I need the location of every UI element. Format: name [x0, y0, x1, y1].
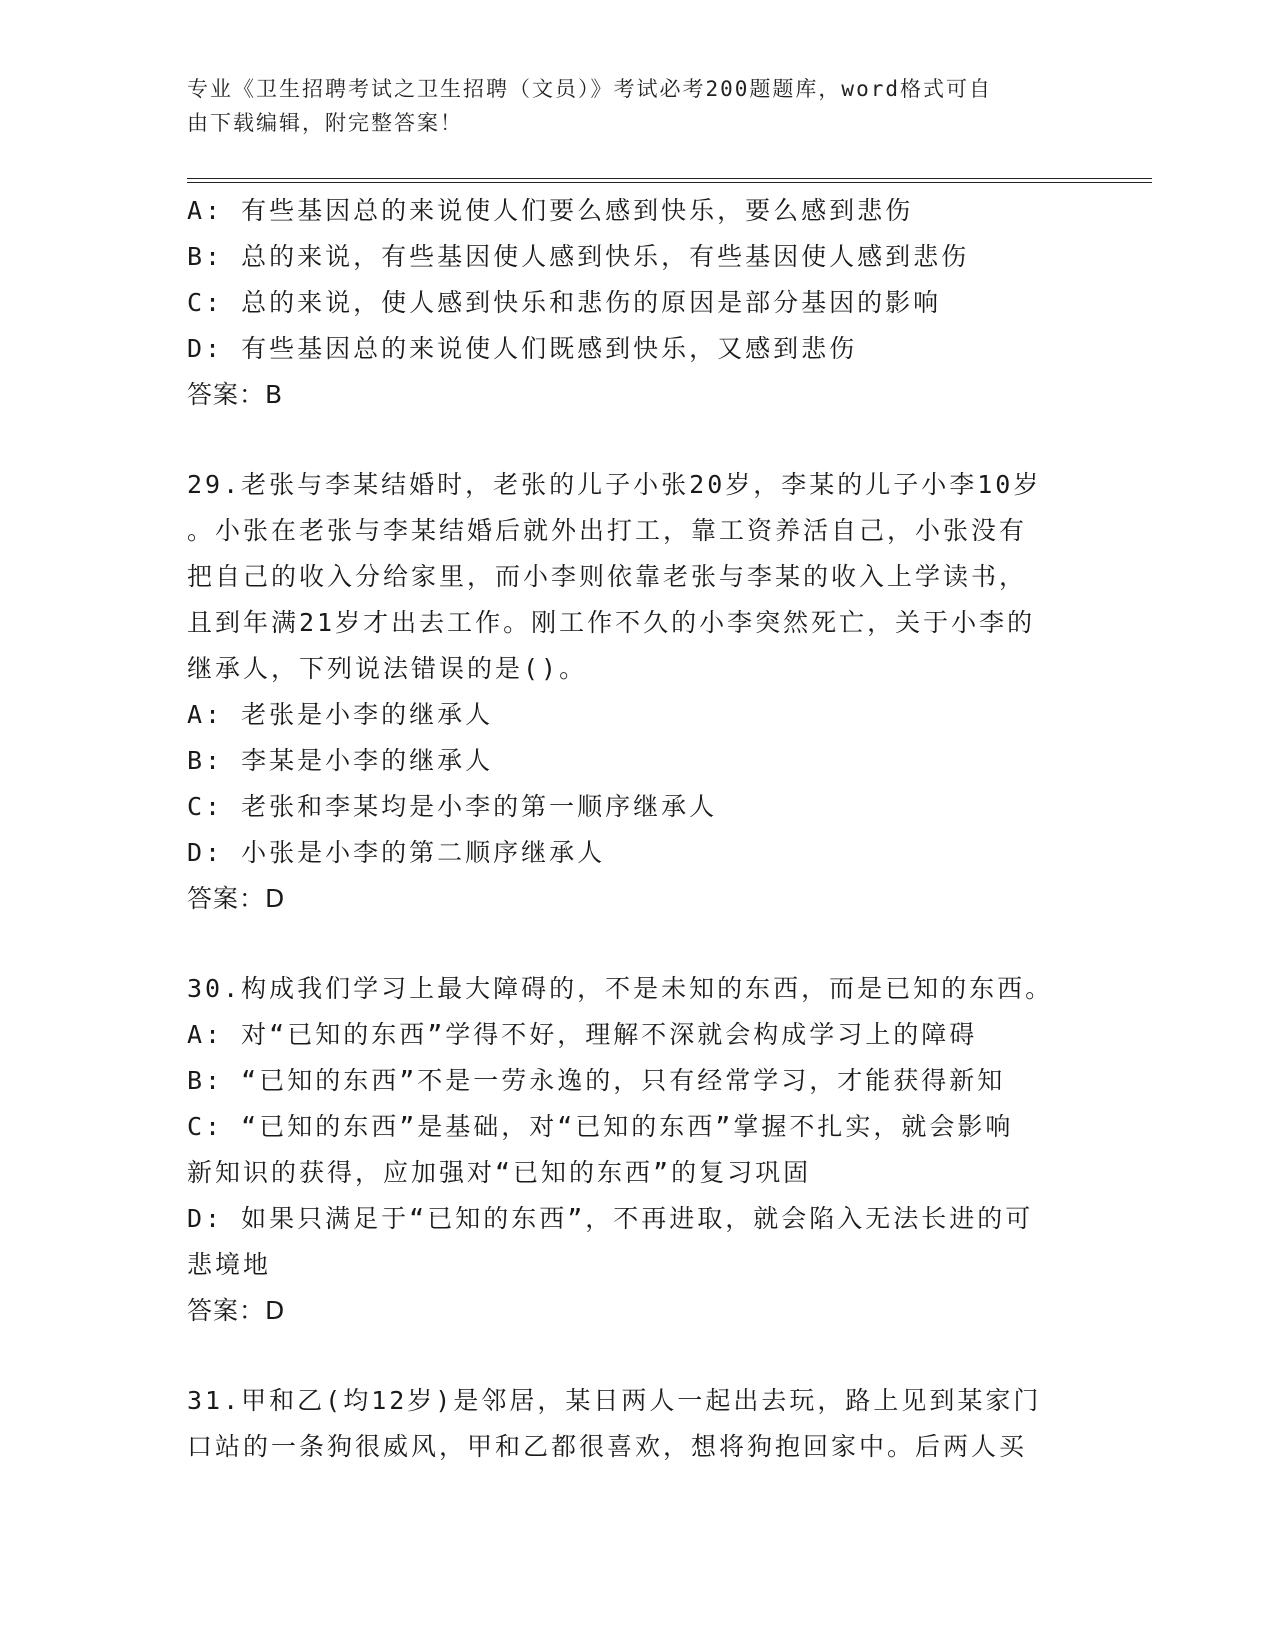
- question-29: [187, 462, 1087, 922]
- option-a: A: 有些基因总的来说使人们要么感到快乐，要么感到悲伤: [187, 196, 914, 225]
- question-stem-line: 31.甲和乙(均12岁)是邻居，某日两人一起出去玩，路上见到某家门: [187, 1386, 1042, 1415]
- header-rule-bottom: [187, 182, 1152, 183]
- question-stem-line: 且到年满21岁才出去工作。刚工作不久的小李突然死亡，关于小李的: [187, 608, 1036, 637]
- question-stem-line: 。小张在老张与李某结婚后就外出打工，靠工资养活自己，小张没有: [187, 516, 1028, 545]
- option-b: B: “已知的东西”不是一劳永逸的，只有经常学习，才能获得新知: [187, 1066, 1006, 1095]
- option-b: B: 李某是小李的继承人: [187, 746, 494, 775]
- option-c: C: 总的来说，使人感到快乐和悲伤的原因是部分基因的影响: [187, 288, 942, 317]
- option-b: B: 总的来说，有些基因使人感到快乐，有些基因使人感到悲伤: [187, 242, 970, 271]
- option-c: C: 老张和李某均是小李的第一顺序继承人: [187, 792, 718, 821]
- question-stem-line: 30.构成我们学习上最大障碍的，不是未知的东西，而是已知的东西。: [187, 974, 1054, 1003]
- question-stem-line: 把自己的收入分给家里，而小李则依靠老张与李某的收入上学读书，: [187, 562, 1028, 591]
- answer-line: 答案：D: [187, 1296, 286, 1325]
- header-line-2: 由下载编辑，附完整答案！: [187, 111, 463, 135]
- option-c: C: “已知的东西”是基础，对“已知的东西”掌握不扎实，就会影响: [187, 1112, 1014, 1141]
- spacer: [187, 418, 1087, 462]
- option-d: D: 小张是小李的第二顺序继承人: [187, 838, 606, 867]
- document-header: [187, 72, 1067, 140]
- question-31: [187, 1378, 1087, 1470]
- question-30: [187, 966, 1087, 1334]
- option-d: D: 如果只满足于“已知的东西”，不再进取，就会陷入无法长进的可: [187, 1204, 1034, 1233]
- header-line-1: 专业《卫生招聘考试之卫生招聘（文员）》考试必考200题题库，word格式可自: [187, 77, 992, 101]
- header-rule-top: [187, 178, 1152, 179]
- question-stem-line: 口站的一条狗很威风，甲和乙都很喜欢，想将狗抱回家中。后两人买: [187, 1432, 1028, 1461]
- option-d: D: 有些基因总的来说使人们既感到快乐，又感到悲伤: [187, 334, 858, 363]
- option-a: A: 对“已知的东西”学得不好，理解不深就会构成学习上的障碍: [187, 1020, 978, 1049]
- answer-line: 答案：D: [187, 884, 286, 913]
- spacer: [187, 1334, 1087, 1378]
- question-28: [187, 188, 1087, 418]
- question-stem-line: 29.老张与李某结婚时，老张的儿子小张20岁，李某的儿子小李10岁: [187, 470, 1042, 499]
- option-a: A: 老张是小李的继承人: [187, 700, 494, 729]
- option-c-continued: 新知识的获得，应加强对“已知的东西”的复习巩固: [187, 1158, 812, 1187]
- spacer: [187, 922, 1087, 966]
- answer-line: 答案：B: [187, 380, 284, 409]
- option-d-continued: 悲境地: [187, 1250, 272, 1279]
- document-body: [187, 188, 1087, 1470]
- question-stem-line: 继承人，下列说法错误的是()。: [187, 654, 588, 683]
